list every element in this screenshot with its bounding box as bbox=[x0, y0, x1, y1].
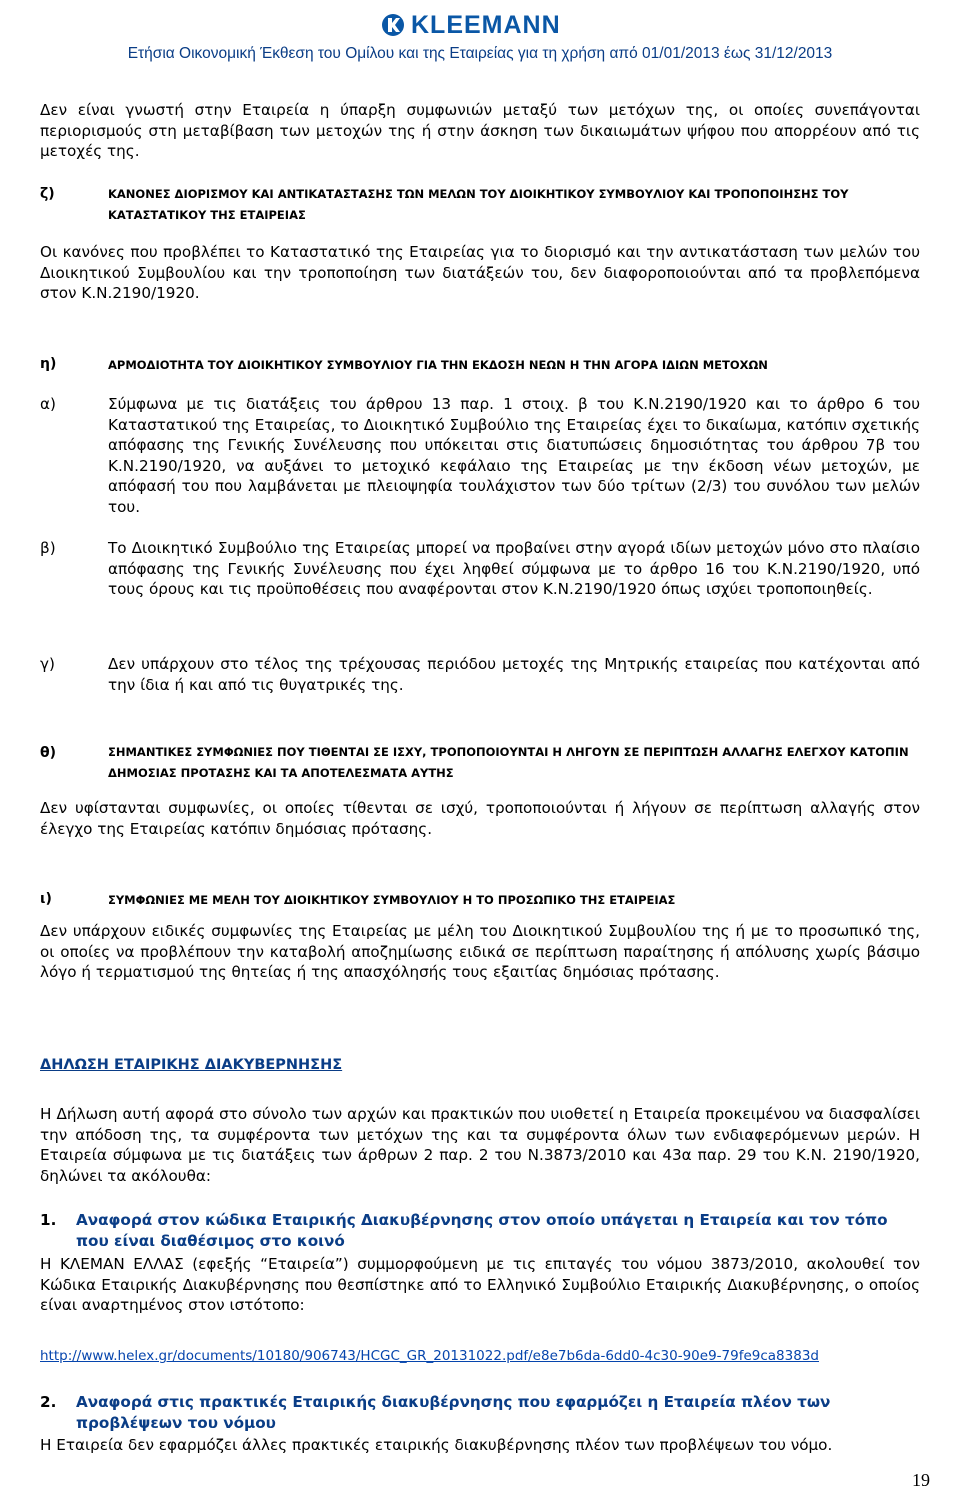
section-h-item-a-marker: α) bbox=[40, 395, 56, 413]
governance-intro: Η Δήλωση αυτή αφορά στο σύνολο των αρχών και πρακτικών που υιοθετεί η Εταιρεία προκειμένου να διασφαλίσει την απόδοση της, τα συμφέροντα των μετόχων της και τα συμφέροντα όλων των ενδιαφερόμενων μερών. Η Εταιρεία σύμφωνα με τις διατάξεις των άρθρων 2 παρ. 2 του Ν.3873/2010 και 43α παρ. 29 του Κ.Ν. 2190/1920, δηλώνει τα ακόλουθα: bbox=[40, 1105, 920, 1185]
section-h-marker: η) bbox=[40, 356, 57, 372]
kleemann-logo-icon bbox=[381, 13, 405, 37]
section-th-marker: θ) bbox=[40, 745, 57, 761]
governance-item-2-body: Η Εταιρεία δεν εφαρμόζει άλλες πρακτικές εταιρικής διακυβέρνησης πλέον των προβλέψεων του νόμο. bbox=[40, 1436, 833, 1454]
company-logo bbox=[381, 10, 581, 40]
section-h-item-b-marker: β) bbox=[40, 539, 56, 557]
section-i-body: Δεν υπάρχουν ειδικές συμφωνίες της Εταιρείας με μέλη του Διοικητικού Συμβουλίου της ή με το προσωπικό της, οι οποίες να προβλέπουν την καταβολή αποζημίωσης ειδικά σε περίπτωση παραίτησης ή απόλυσης χωρίς βάσιμο λόγο ή τερματισμού της θητείας ή της απασχόλησής τους εξαιτίας δημόσιας πρότασης. bbox=[40, 922, 920, 981]
intro-paragraph: Δεν είναι γνωστή στην Εταιρεία η ύπαρξη συμφωνιών μεταξύ των μετόχων της, οι οποίες συνεπάγονται περιορισμούς στη μεταβίβαση των μετοχών της ή στην άσκηση των δικαιωμάτων ψήφου που απορρέουν από τις μετοχές της. bbox=[40, 101, 920, 160]
page-number: 19 bbox=[912, 1470, 930, 1490]
governance-item-2-heading: Αναφορά στις πρακτικές Εταιρικής διακυβέρνησης που εφαρμόζει η Εταιρεία πλέον των προβλέψεων του νόμου bbox=[76, 1393, 831, 1432]
governance-item-2-number: 2. bbox=[40, 1393, 57, 1411]
section-h-item-c-marker: γ) bbox=[40, 655, 55, 673]
governance-title: ΔΗΛΩΣΗ ΕΤΑΙΡΙΚΗΣ ΔΙΑΚΥΒΕΡΝΗΣΗΣ bbox=[40, 1057, 343, 1073]
section-h-item-c-text: Δεν υπάρχουν στο τέλος της τρέχουσας περιόδου μετοχές της Μητρικής εταιρείας που κατέχονται από την ίδια ή και από τις θυγατρικές της. bbox=[108, 655, 920, 694]
section-h-item-a-text: Σύμφωνα με τις διατάξεις του άρθρου 13 παρ. 1 στοιχ. β του Κ.Ν.2190/1920 και το άρθρο 6 του Καταστατικού της Εταιρείας, το Διοικητικό Συμβούλιο της Εταιρείας έχει το δικαίωμα, κατόπιν σχετικής απόφασης της Γενικής Συνέλευσης που υπόκειται στις διατυπώσεις δημοσιότητας του άρθρου 7β του Κ.Ν.2190/1920, να αυξάνει το μετοχικό κεφάλαιο της Εταιρείας με την έκδοση νέων μετοχών, με απόφασή του που λαμβάνεται με πλειοψηφία τουλάχιστον των δύο τρίτων (2/3) του συνόλου των μελών του. bbox=[108, 395, 920, 516]
section-z-heading: ΚΑΝΟΝΕΣ ΔΙΟΡΙΣΜΟΥ ΚΑΙ ΑΝΤΙΚΑΤΑΣΤΑΣΗΣ ΤΩΝ ΜΕΛΩΝ ΤΟΥ ΔΙΟΙΚΗΤΙΚΟΥ ΣΥΜΒΟΥΛΙΟΥ ΚΑΙ ΤΡΟΠΟΠΟΙΗΣΗΣ ΤΟΥ ΚΑΤΑΣΤΑΤΙΚΟΥ ΤΗΣ ΕΤΑΙΡΕΙΑΣ bbox=[108, 187, 849, 222]
governance-item-1-heading: Αναφορά στον κώδικα Εταιρικής Διακυβέρνησης στον οποίο υπάγεται η Εταιρεία και τον τόπο που είναι διαθέσιμος στο κοινό bbox=[76, 1211, 888, 1250]
section-h-item-b-text: Το Διοικητικό Συμβούλιο της Εταιρείας μπορεί να προβαίνει στην αγορά ιδίων μετοχών μόνο στο πλαίσιο απόφασης της Γενικής Συνέλευσης που έχει ληφθεί σύμφωνα με το άρθρο 16 του Κ.Ν.2190/1920, υπό τους όρους και τις προϋποθέσεις που αναφέρονται στον Κ.Ν.2190/1920 όπως ισχύει τροποποιηθείς. bbox=[108, 539, 920, 598]
section-z-marker: ζ) bbox=[40, 186, 55, 202]
helex-code-link[interactable]: http://www.helex.gr/documents/10180/906743/HCGC_GR_20131022.pdf/e8e7b6da-6dd0-4c30-90e9-79fe9ca8383d bbox=[40, 1348, 819, 1364]
section-i-marker: ι) bbox=[40, 891, 52, 907]
section-h-heading: ΑΡΜΟΔΙΟΤΗΤΑ ΤΟΥ ΔΙΟΙΚΗΤΙΚΟΥ ΣΥΜΒΟΥΛΙΟΥ ΓΙΑ ΤΗΝ ΕΚΔΟΣΗ ΝΕΩΝ Η ΤΗΝ ΑΓΟΡΑ ΙΔΙΩΝ ΜΕΤΟΧΩΝ bbox=[108, 358, 768, 372]
governance-item-1-number: 1. bbox=[40, 1211, 57, 1229]
section-th-heading: ΣΗΜΑΝΤΙΚΕΣ ΣΥΜΦΩΝΙΕΣ ΠΟΥ ΤΙΘΕΝΤΑΙ ΣΕ ΙΣΧΥ, ΤΡΟΠΟΠΟΙΟΥΝΤΑΙ Η ΛΗΓΟΥΝ ΣΕ ΠΕΡΙΠΤΩΣΗ ΑΛΛΑΓΗΣ ΕΛΕΓΧΟΥ ΚΑΤΟΠΙΝ ΔΗΜΟΣΙΑΣ ΠΡΟΤΑΣΗΣ ΚΑΙ ΤΑ ΑΠΟΤΕΛΕΣΜΑΤΑ ΑΥΤΗΣ bbox=[108, 745, 909, 780]
section-th-body: Δεν υφίστανται συμφωνίες, οι οποίες τίθενται σε ισχύ, τροποποιούνται ή λήγουν σε περίπτωση αλλαγής στον έλεγχο της Εταιρείας κατόπιν δημόσιας πρότασης. bbox=[40, 799, 920, 838]
section-z-body: Οι κανόνες που προβλέπει το Καταστατικό της Εταιρείας για το διορισμό και την αντικατάσταση των μελών του Διοικητικού Συμβουλίου και την τροποποίηση των διατάξεών του, δεν διαφοροποιούνται από τα προβλεπόμενα στον Κ.Ν.2190/1920. bbox=[40, 243, 920, 302]
section-i-heading: ΣΥΜΦΩΝΙΕΣ ΜΕ ΜΕΛΗ ΤΟΥ ΔΙΟΙΚΗΤΙΚΟΥ ΣΥΜΒΟΥΛΙΟΥ Η ΤΟ ΠΡΟΣΩΠΙΚΟ ΤΗΣ ΕΤΑΙΡΕΙΑΣ bbox=[108, 893, 676, 907]
governance-item-1-body: Η ΚΛΕΜΑΝ ΕΛΛΑΣ (εφεξής “Εταιρεία”) συμμορφούμενη με τις επιταγές του νόμου 3873/2010, ακολουθεί τον Κώδικα Εταιρικής Διακυβέρνησης που θεσπίστηκε από το Ελληνικό Συμβούλιο Εταιρικής Διακυβέρνησης, ο οποίος είναι αναρτημένος στον ιστότοπο: bbox=[40, 1255, 920, 1314]
report-header-title: Ετήσια Οικονομική Έκθεση του Ομίλου και της Εταιρείας για τη χρήση από 01/01/2013 έως 31/12/2013 bbox=[127, 45, 833, 62]
logo-text: KLEEMANN bbox=[411, 10, 561, 39]
